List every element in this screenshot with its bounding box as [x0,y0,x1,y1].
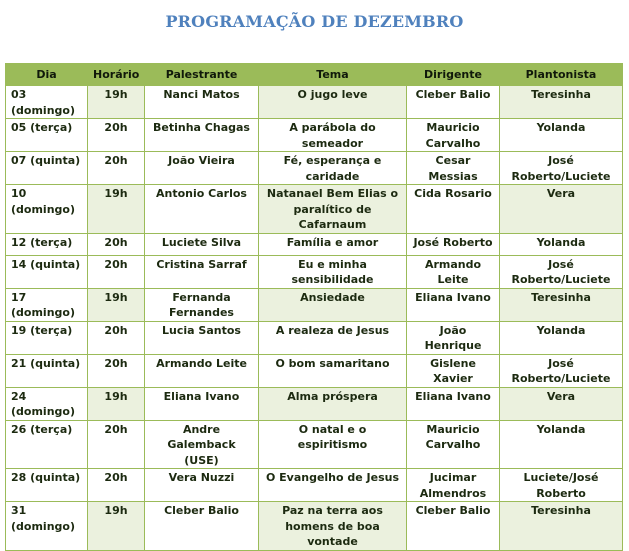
cell-tema: O natal e o espiritismo [259,420,407,469]
cell-plantonista: Teresinha [500,86,623,119]
header-plantonista: Plantonista [500,64,623,86]
cell-palestrante: Cleber Balio [145,502,259,551]
cell-plantonista: Yolanda [500,119,623,152]
cell-palestrante: Eliana Ivano [145,387,259,420]
cell-dirigente: José Roberto [407,233,500,255]
cell-tema: A realeza de Jesus [259,321,407,354]
cell-palestrante: Armando Leite [145,354,259,387]
header-row [6,64,623,86]
table-row [6,119,623,152]
cell-dirigente: Jucimar Almendros [407,469,500,502]
cell-palestrante: Lucia Santos [145,321,259,354]
cell-horario: 19h [88,288,145,321]
cell-dia: 14 (quinta) [6,255,88,288]
cell-palestrante: Betinha Chagas [145,119,259,152]
cell-tema: Fé, esperança e caridade [259,152,407,185]
header-dirigente: Dirigente [407,64,500,86]
cell-dirigente: Gislene Xavier [407,354,500,387]
cell-dia: 10 (domingo) [6,185,88,234]
cell-plantonista: Yolanda [500,321,623,354]
cell-tema: Ansiedade [259,288,407,321]
cell-horario: 19h [88,185,145,234]
header-horario: Horário [88,64,145,86]
cell-palestrante: Andre Galemback (USE) [145,420,259,469]
table-body [6,86,623,551]
cell-plantonista: Vera [500,185,623,234]
cell-dirigente: Cleber Balio [407,502,500,551]
cell-tema: A parábola do semeador [259,119,407,152]
header-dia: Dia [6,64,88,86]
cell-dia: 12 (terça) [6,233,88,255]
cell-dia: 31 (domingo) [6,502,88,551]
cell-tema: O Evangelho de Jesus [259,469,407,502]
cell-tema: Eu e minha sensibilidade [259,255,407,288]
cell-horario: 20h [88,469,145,502]
cell-dia: 07 (quinta) [6,152,88,185]
cell-plantonista: Vera [500,387,623,420]
cell-tema: Família e amor [259,233,407,255]
cell-dirigente: Mauricio Carvalho [407,119,500,152]
table-row [6,502,623,551]
cell-tema: Paz na terra aos homens de boa vontade [259,502,407,551]
cell-dirigente: Cida Rosario [407,185,500,234]
cell-dia: 26 (terça) [6,420,88,469]
cell-dia: 19 (terça) [6,321,88,354]
table-row [6,387,623,420]
table-row [6,152,623,185]
cell-dirigente: Cesar Messias [407,152,500,185]
cell-palestrante: Antonio Carlos [145,185,259,234]
table-row [6,321,623,354]
cell-plantonista: José Roberto/Luciete [500,152,623,185]
cell-plantonista: Teresinha [500,502,623,551]
table-row [6,86,623,119]
cell-dirigente: Armando Leite [407,255,500,288]
cell-plantonista: Luciete/José Roberto [500,469,623,502]
header-palestrante: Palestrante [145,64,259,86]
cell-dirigente: Eliana Ivano [407,387,500,420]
cell-plantonista: José Roberto/Luciete [500,354,623,387]
cell-dia: 03 (domingo) [6,86,88,119]
header-tema: Tema [259,64,407,86]
cell-horario: 19h [88,86,145,119]
page-title: PROGRAMAÇÃO DE DEZEMBRO [165,12,464,31]
table-row [6,469,623,502]
cell-horario: 20h [88,321,145,354]
cell-dia: 05 (terça) [6,119,88,152]
cell-dirigente: Cleber Balio [407,86,500,119]
cell-dia: 21 (quinta) [6,354,88,387]
cell-tema: Alma próspera [259,387,407,420]
schedule-table [5,63,623,551]
cell-horario: 20h [88,119,145,152]
cell-plantonista: Yolanda [500,233,623,255]
cell-palestrante: Nanci Matos [145,86,259,119]
table-row [6,420,623,469]
table-row [6,255,623,288]
cell-palestrante: Vera Nuzzi [145,469,259,502]
cell-dirigente: João Henrique [407,321,500,354]
cell-dia: 28 (quinta) [6,469,88,502]
cell-tema: O jugo leve [259,86,407,119]
cell-horario: 20h [88,233,145,255]
table-row [6,233,623,255]
cell-dirigente: Eliana Ivano [407,288,500,321]
cell-plantonista: Yolanda [500,420,623,469]
cell-dia: 17 (domingo) [6,288,88,321]
cell-plantonista: José Roberto/Luciete [500,255,623,288]
cell-palestrante: Fernanda Fernandes [145,288,259,321]
cell-horario: 20h [88,152,145,185]
cell-palestrante: João Vieira [145,152,259,185]
table-row [6,354,623,387]
cell-horario: 20h [88,420,145,469]
table-row [6,185,623,234]
cell-tema: Natanael Bem Elias o paralítico de Cafarnaum [259,185,407,234]
cell-horario: 19h [88,502,145,551]
cell-tema: O bom samaritano [259,354,407,387]
table-row [6,288,623,321]
cell-plantonista: Teresinha [500,288,623,321]
cell-dia: 24 (domingo) [6,387,88,420]
cell-palestrante: Cristina Sarraf [145,255,259,288]
cell-dirigente: Mauricio Carvalho [407,420,500,469]
cell-horario: 19h [88,387,145,420]
cell-horario: 20h [88,354,145,387]
cell-horario: 20h [88,255,145,288]
cell-palestrante: Luciete Silva [145,233,259,255]
